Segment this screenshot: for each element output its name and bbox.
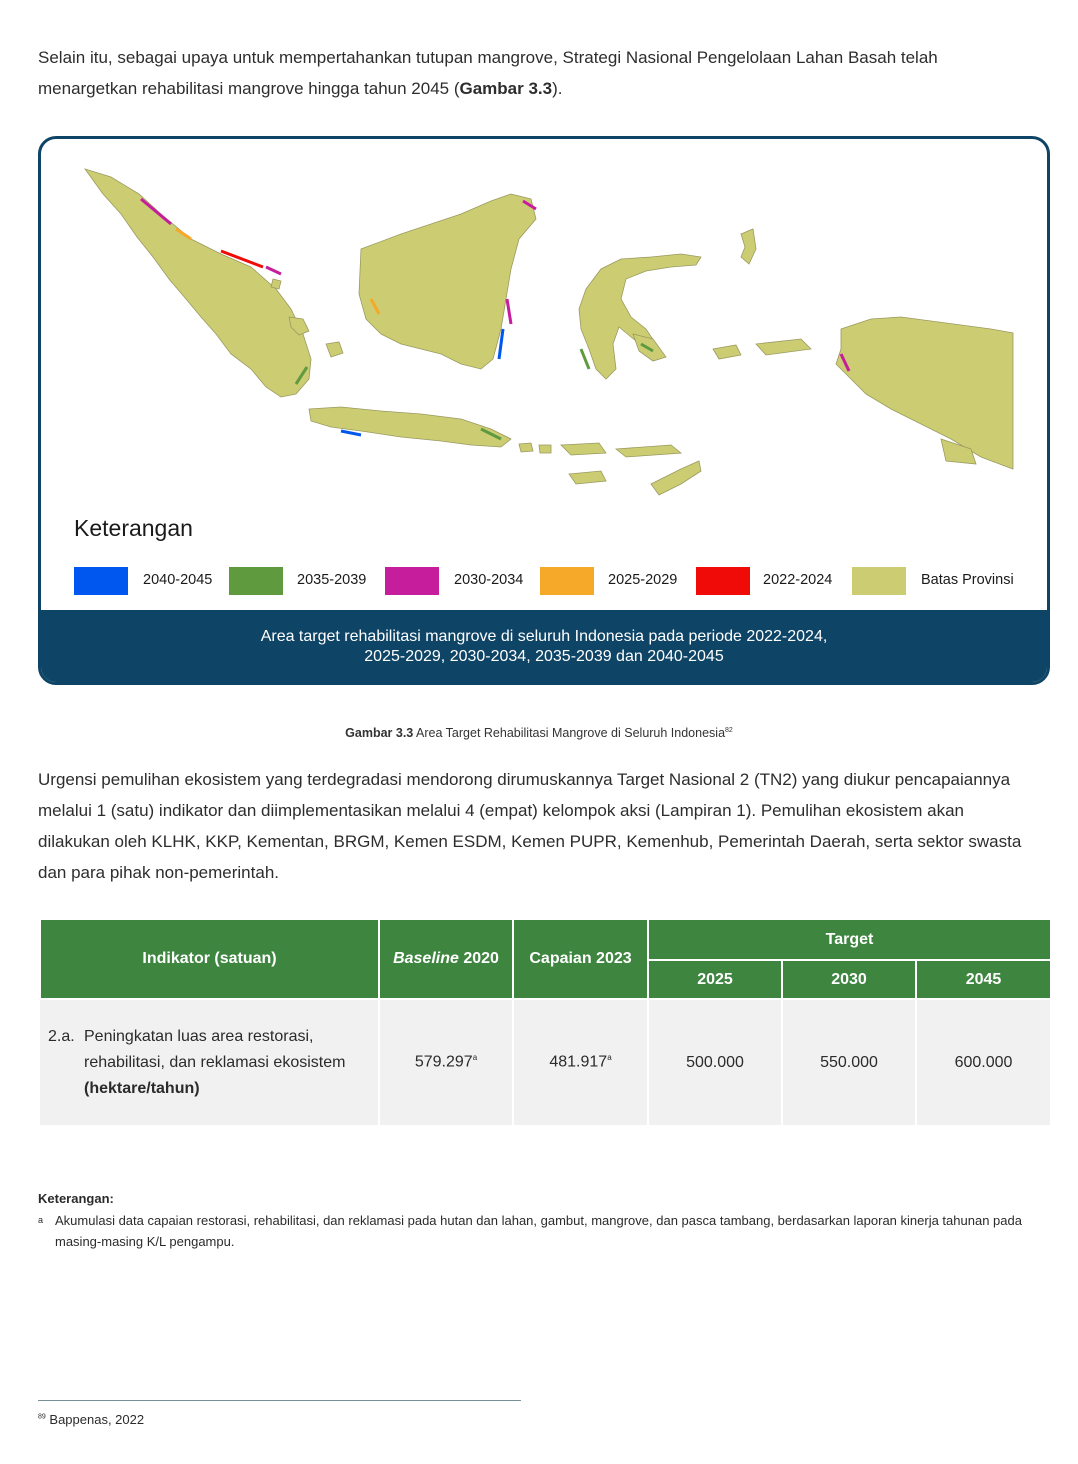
header-baseline: Baseline 2020 — [379, 919, 513, 999]
island-sumbawa — [561, 443, 606, 455]
island-sulawesi — [579, 254, 701, 379]
legend-label-2040-2045: 2040-2045 — [143, 572, 213, 588]
figure-reference: Gambar 3.3 — [459, 79, 553, 98]
legend-label-2022-2024: 2022-2024 — [763, 572, 833, 588]
figure-banner — [41, 610, 1047, 682]
island-buru — [713, 345, 741, 359]
indicator-text: Peningkatan luas area restorasi, rehabilitasi, dan reklamasi ekosistem — [84, 1027, 346, 1071]
header-year-2025: 2025 — [648, 960, 782, 999]
body-paragraph: Urgensi pemulihan ekosistem yang terdegradasi mendorong dirumuskannya Target Nasional 2 (TN2) yang diukur pencapaiannya melalui 1 (satu) indikator dan diimplementasikan melalui 4 (empat) kelompok aksi (Lampiran 1). Pemulihan ekosistem akan dilakukan oleh KLHK, KKP, Kementan, BRGM, Kemen ESDM, Kemen PUPR, Kemenhub, Pemerintah Daerah, serta sektor swasta dan para pihak non-pemerintah. — [38, 770, 1022, 882]
legend-label-batas-provinsi: Batas Provinsi — [921, 572, 1014, 588]
header-year-2045: 2045 — [916, 960, 1051, 999]
target-2045-value: 600.000 — [916, 999, 1051, 1125]
mangrove-map-figure — [38, 136, 1050, 685]
island-timor — [651, 461, 701, 495]
island-kalimantan — [359, 194, 536, 369]
caption-label: Gambar 3.3 — [345, 726, 414, 740]
island-seram — [756, 339, 811, 355]
island-sumba — [569, 471, 606, 484]
table-row — [40, 999, 1051, 1125]
note-marker: a — [38, 1215, 44, 1225]
header-indicator: Indikator (satuan) — [40, 919, 379, 999]
notes-title: Keterangan: — [38, 1191, 114, 1206]
legend-title: Keterangan — [74, 515, 193, 541]
indonesia-map — [41, 139, 1047, 519]
footnote-divider — [38, 1400, 521, 1401]
indicator-cell — [40, 999, 379, 1125]
figure-caption — [0, 726, 1078, 740]
header-achievement: Capaian 2023 — [513, 919, 648, 999]
target-2025-value: 500.000 — [648, 999, 782, 1125]
banner-line-2: 2025-2029, 2030-2034, 2035-2039 dan 2040-2045 — [364, 648, 724, 665]
table-note — [38, 1210, 1028, 1252]
caption-note: 82 — [725, 726, 733, 734]
map-legend — [74, 567, 1024, 595]
header-year-2030: 2030 — [782, 960, 916, 999]
footnote — [38, 1412, 144, 1427]
indicator-unit: (hektare/tahun) — [84, 1079, 200, 1097]
legend-label-2035-2039: 2035-2039 — [297, 572, 367, 588]
island-java — [309, 407, 511, 447]
target-2030-value: 550.000 — [782, 999, 916, 1125]
caption-text: Area Target Rehabilitasi Mangrove di Seluruh Indonesia — [413, 726, 726, 740]
island-lombok — [539, 445, 551, 453]
header-target: Target — [648, 919, 1051, 960]
island-papua — [836, 317, 1013, 469]
legend-swatch-2022-2024 — [696, 567, 750, 595]
banner-line-1: Area target rehabilitasi mangrove di seluruh Indonesia pada periode 2022-2024, — [260, 628, 828, 645]
legend-swatch-2025-2029 — [540, 567, 594, 595]
footnote-text: Bappenas, 2022 — [45, 1412, 145, 1427]
achievement-value: 481.917$^a$ — [513, 999, 648, 1125]
island-riau — [271, 279, 281, 289]
note-text: Akumulasi data capaian restorasi, rehabilitasi, dan reklamasi pada hutan dan lahan, gambut, mangrove, dan pasca tambang, berdasarkan laporan kinerja tahunan pada masing-masing K/L pengampu. — [55, 1213, 1022, 1249]
indicator-number: 2.a. — [48, 1027, 75, 1045]
legend-swatch-batas-provinsi — [852, 567, 906, 595]
island-bali — [519, 443, 533, 452]
island-flores — [616, 445, 681, 457]
legend-swatch-2035-2039 — [229, 567, 283, 595]
legend-label-2030-2034: 2030-2034 — [454, 572, 524, 588]
legend-swatch-2040-2045 — [74, 567, 128, 595]
legend-label-2025-2029: 2025-2029 — [608, 572, 678, 588]
island-halmahera — [741, 229, 756, 264]
island-belitung — [326, 342, 343, 357]
legend-swatch-2030-2034 — [385, 567, 439, 595]
footnote-mark: 89 — [38, 1413, 46, 1421]
baseline-value: 579.297$^a$ — [379, 999, 513, 1125]
intro-paragraph: Selain itu, sebagai upaya untuk mempertahankan tutupan mangrove, Strategi Nasional Pengelolaan Lahan Basah telah menargetkan rehabilitasi mangrove hingga tahun 2045 (Gambar 3.3). — [38, 48, 938, 98]
indicator-table — [39, 918, 1052, 1125]
